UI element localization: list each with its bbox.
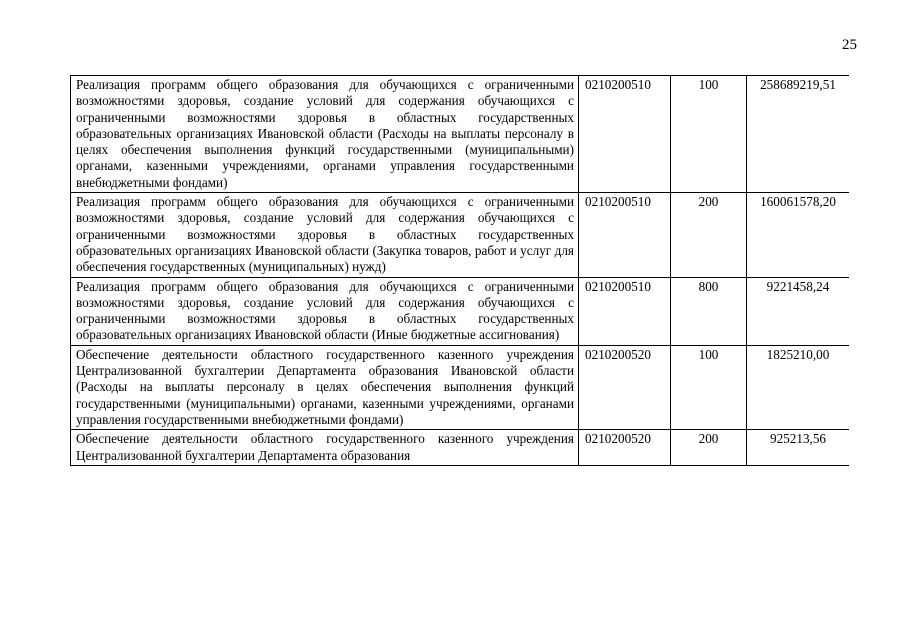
row-description: Реализация программ общего образования для обучающихся с ограниченными возможностями здоровья, создание условий для содержания обучающихся с ограниченными возможностями здоровья в областных государственных образовательных организациях Ивановской области (Иные бюджетные ассигнования) [71, 277, 579, 345]
row-expense-type: 100 [671, 345, 747, 429]
table-row [71, 345, 850, 429]
row-expense-type: 200 [671, 430, 747, 466]
row-target-code: 0210200510 [579, 277, 671, 345]
row-expense-type: 800 [671, 277, 747, 345]
row-description: Реализация программ общего образования для обучающихся с ограниченными возможностями здоровья, создание условий для содержания обучающихся с ограниченными возможностями здоровья в областных государственных образовательных организациях Ивановской области (Расходы на выплаты персоналу в целях обеспечения выполнения функций государственными (муниципальными) органами, казенными учреждениями, органами управления государственными внебюджетными фондами) [71, 76, 579, 193]
row-amount: 9221458,24 [747, 277, 850, 345]
row-amount: 1825210,00 [747, 345, 850, 429]
table-row [71, 430, 850, 466]
row-target-code: 0210200510 [579, 76, 671, 193]
row-description: Обеспечение деятельности областного государственного казенного учреждения Централизованной бухгалтерии Департамента образования [71, 430, 579, 466]
table-row [71, 76, 850, 193]
row-target-code: 0210200520 [579, 345, 671, 429]
row-description: Обеспечение деятельности областного государственного казенного учреждения Централизованной бухгалтерии Департамента образования Ивановской области (Расходы на выплаты персоналу в целях обеспечения выполнения функций государственными (муниципальными) органами, казенными учреждениями, органами управления государственными внебюджетными фондами) [71, 345, 579, 429]
table-row [71, 193, 850, 277]
row-amount: 160061578,20 [747, 193, 850, 277]
row-target-code: 0210200520 [579, 430, 671, 466]
row-amount: 258689219,51 [747, 76, 850, 193]
row-expense-type: 100 [671, 76, 747, 193]
row-amount: 925213,56 [747, 430, 850, 466]
row-expense-type: 200 [671, 193, 747, 277]
table-row [71, 277, 850, 345]
budget-table [70, 75, 849, 466]
budget-table-container [70, 75, 849, 545]
page-number: 25 [842, 37, 857, 53]
row-target-code: 0210200510 [579, 193, 671, 277]
row-description: Реализация программ общего образования для обучающихся с ограниченными возможностями здоровья, создание условий для содержания обучающихся с ограниченными возможностями здоровья в областных государственных образовательных организациях Ивановской области (Закупка товаров, работ и услуг для обеспечения государственных (муниципальных) нужд) [71, 193, 579, 277]
